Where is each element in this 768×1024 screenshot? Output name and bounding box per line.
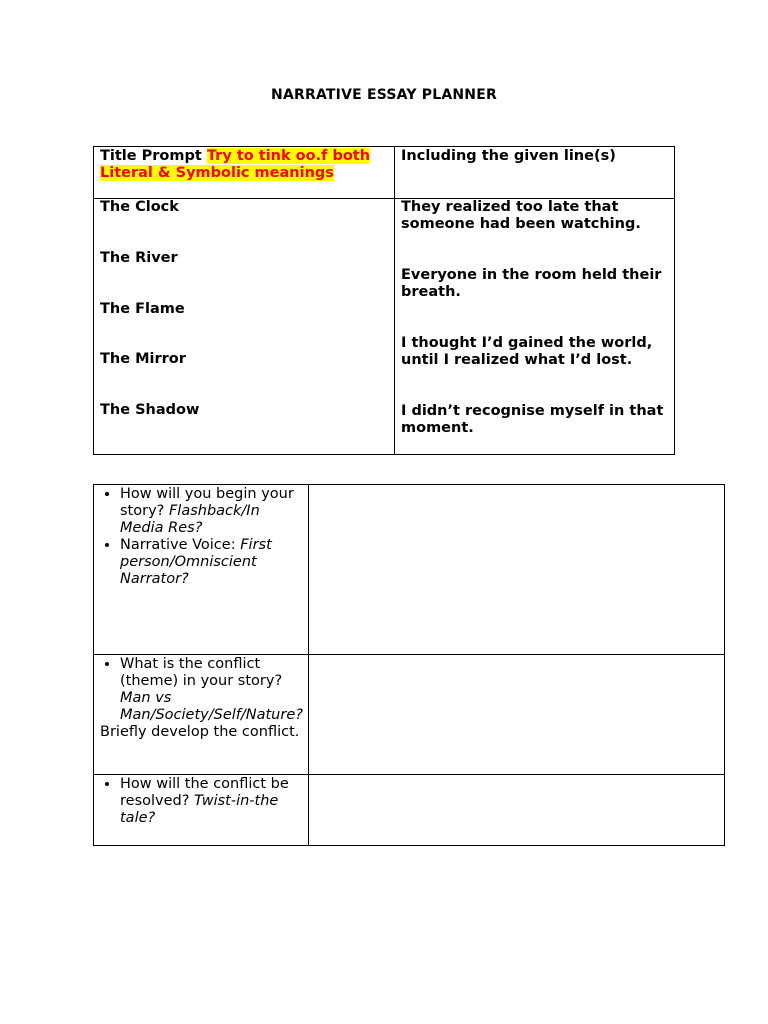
table-row: [94, 485, 725, 655]
list-item: [120, 486, 304, 537]
table-row: [94, 775, 725, 846]
question-hint: First person/Omniscient Narrator?: [120, 537, 272, 587]
title-option: The River: [100, 250, 178, 266]
table-header-row: [94, 147, 675, 199]
titles-cell: [94, 199, 395, 455]
table-row: [94, 655, 725, 775]
resolution-question-cell: [94, 775, 309, 846]
given-line: I thought I’d gained the world, until I realized what I’d lost.: [401, 335, 653, 368]
question-list: [100, 776, 304, 827]
given-line: Everyone in the room held their breath.: [401, 267, 662, 300]
conflict-question-cell: [94, 655, 309, 775]
question-list: [100, 486, 304, 588]
title-option: The Flame: [100, 301, 185, 317]
given-line: I didn’t recognise myself in that moment.: [401, 403, 664, 436]
list-item: [120, 656, 304, 724]
title-prompt-hint: Try to tink oo.f both Literal & Symbolic meanings: [100, 148, 371, 181]
given-line: They realized too late that someone had been watching.: [401, 199, 641, 232]
title-option: The Mirror: [100, 351, 186, 367]
answer-cell[interactable]: [308, 485, 724, 655]
table-row: [94, 199, 675, 455]
answer-cell[interactable]: [308, 775, 724, 846]
question-text: How will the conflict be resolved?: [120, 776, 289, 809]
list-item: [120, 776, 304, 827]
list-item: [120, 537, 304, 588]
beginning-question-cell: [94, 485, 309, 655]
title-prompt-header: [94, 147, 395, 199]
title-option: The Clock: [100, 199, 179, 215]
planning-table: [93, 484, 725, 846]
given-lines-cell: [395, 199, 675, 455]
title-prompt-table: [93, 146, 675, 455]
question-hint: Twist-in-the tale?: [120, 793, 279, 826]
question-list: [100, 656, 304, 724]
question-text: How will you begin your story?: [120, 486, 294, 519]
question-hint: Man vs Man/Society/Self/Nature?: [120, 690, 303, 723]
page-title: NARRATIVE ESSAY PLANNER: [271, 87, 497, 103]
question-text: What is the conflict (theme) in your story?: [120, 656, 283, 689]
title-option: The Shadow: [100, 402, 200, 418]
question-text: Narrative Voice:: [120, 537, 236, 553]
question-note: Briefly develop the conflict.: [100, 724, 300, 740]
question-hint: Flashback/In Media Res?: [120, 503, 260, 536]
given-lines-header: Including the given line(s): [395, 147, 675, 199]
answer-cell[interactable]: [308, 655, 724, 775]
title-prompt-label: Title Prompt: [100, 148, 202, 164]
